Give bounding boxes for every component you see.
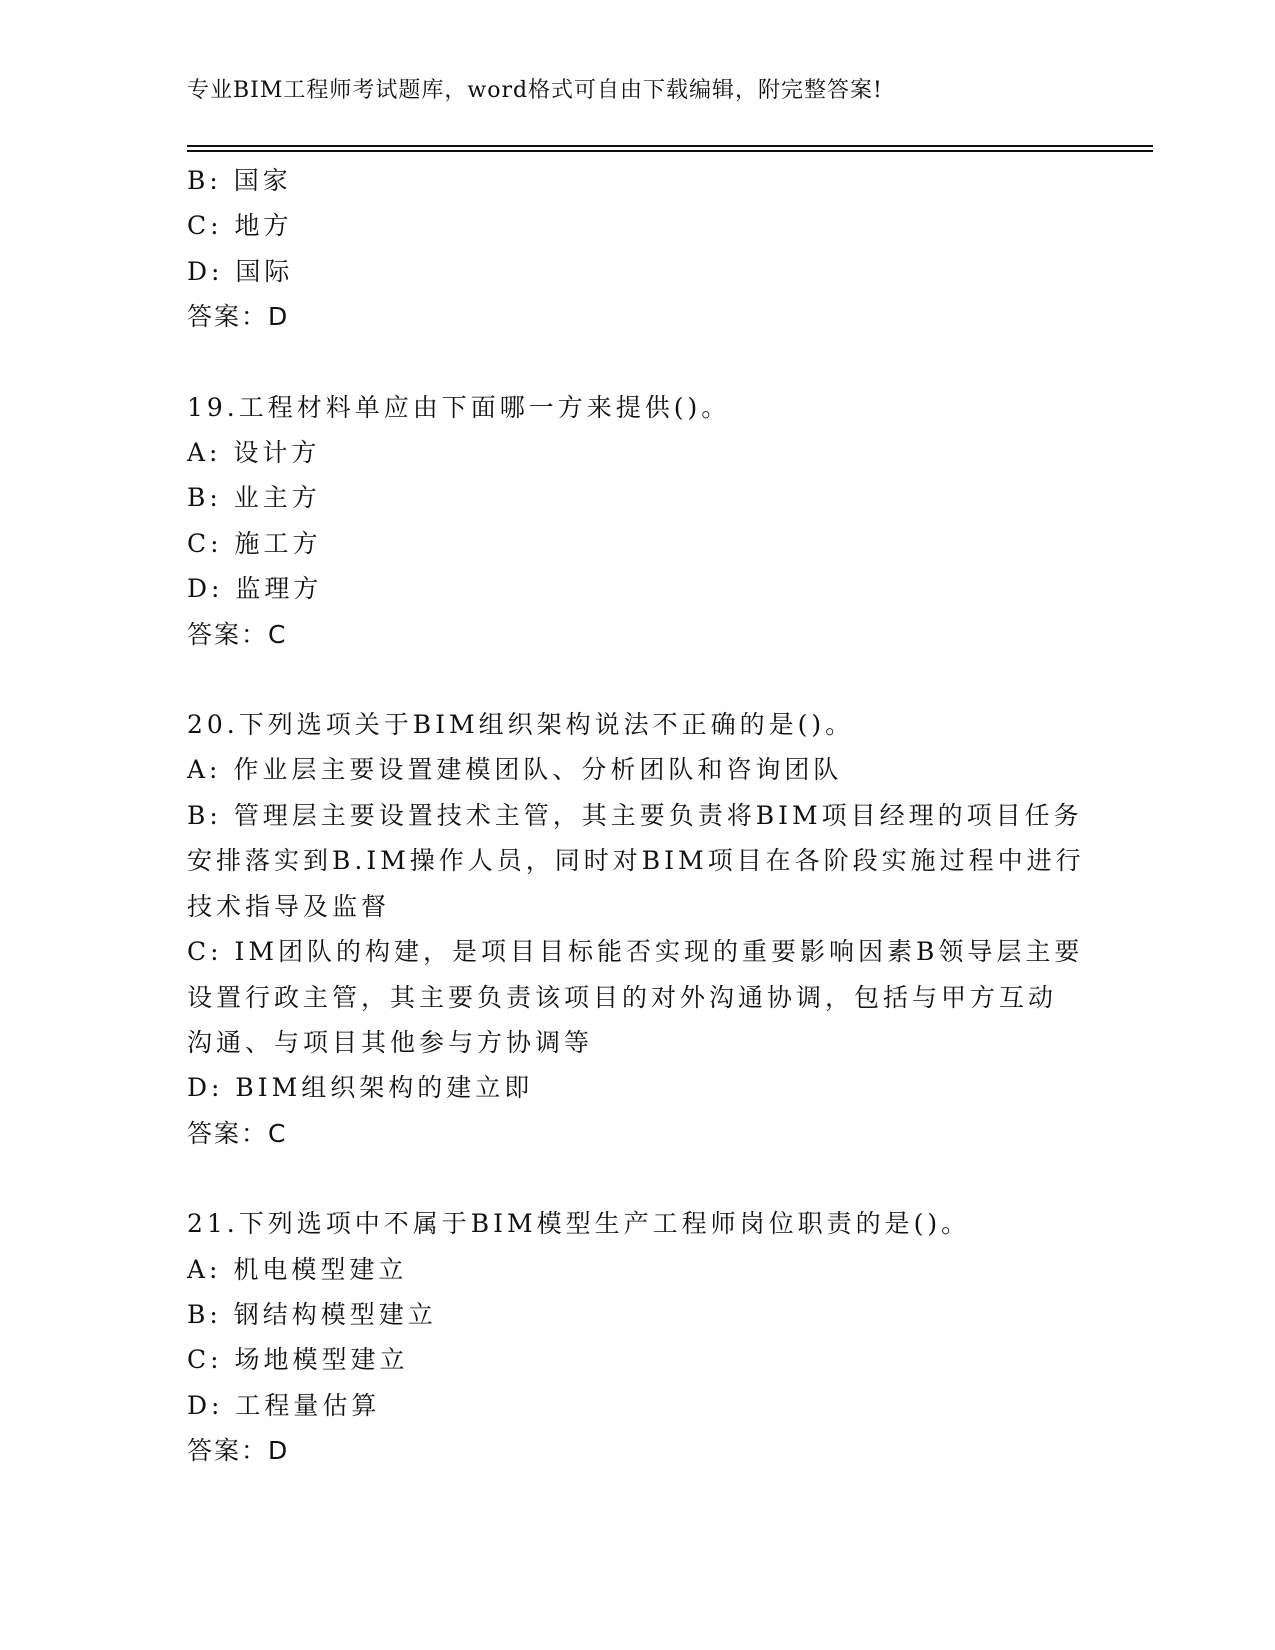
option-a: A: 作业层主要设置建模团队、分析团队和咨询团队 [187,755,843,785]
question-text: 20.下列选项关于BIM组织架构说法不正确的是()。 [187,710,855,740]
answer-line: 答案：D [187,1436,290,1466]
answer-line: 答案：C [187,619,288,649]
question-content [187,158,1087,1474]
option-b-line-1: B: 管理层主要设置技术主管，其主要负责将BIM项目经理的项目任务 [187,800,1083,830]
answer-line: 答案：D [187,302,290,332]
option-b-line-2: 安排落实到B.IM操作人员，同时对BIM项目在各阶段实施过程中进行 [187,846,1085,876]
option-a: A: 设计方 [187,438,321,468]
option-d: D: 国际 [187,256,294,286]
option-b: B: 国家 [187,166,292,195]
answer-line: 答案：C [187,1118,288,1148]
option-b: B: 钢结构模型建立 [187,1299,437,1329]
block-spacer [187,1156,1087,1201]
option-c-line-1: C: IM团队的构建，是项目目标能否实现的重要影响因素B领导层主要 [187,937,1084,967]
question-18-tail [187,158,1087,340]
question-text: 21.下列选项中不属于BIM模型生产工程师岗位职责的是()。 [187,1209,971,1239]
option-c: C: 场地模型建立 [187,1345,409,1375]
option-c: C: 施工方 [187,528,322,558]
option-b-line-3: 技术指导及监督 [187,891,391,921]
option-b: B: 业主方 [187,483,321,513]
question-20 [187,702,1087,1156]
block-spacer [187,657,1087,702]
option-d: D: 监理方 [187,574,323,604]
question-19 [187,385,1087,657]
option-d: D: BIM组织架构的建立即 [187,1073,534,1103]
question-21 [187,1201,1087,1473]
option-c-line-2: 设置行政主管，其主要负责该项目的对外沟通协调，包括与甲方互动 [187,982,1058,1012]
option-a: A: 机电模型建立 [187,1254,408,1284]
header-rule-second [187,150,1153,152]
header-rule [187,145,1153,147]
option-c: C: 地方 [187,211,293,241]
option-d: D: 工程量估算 [187,1390,381,1420]
block-spacer [187,340,1087,385]
question-text: 19.工程材料单应由下面哪一方来提供()。 [187,392,731,422]
page-header: 专业BIM工程师考试题库，word格式可自由下载编辑，附完整答案! [187,78,883,103]
option-c-line-3: 沟通、与项目其他参与方协调等 [187,1027,594,1057]
